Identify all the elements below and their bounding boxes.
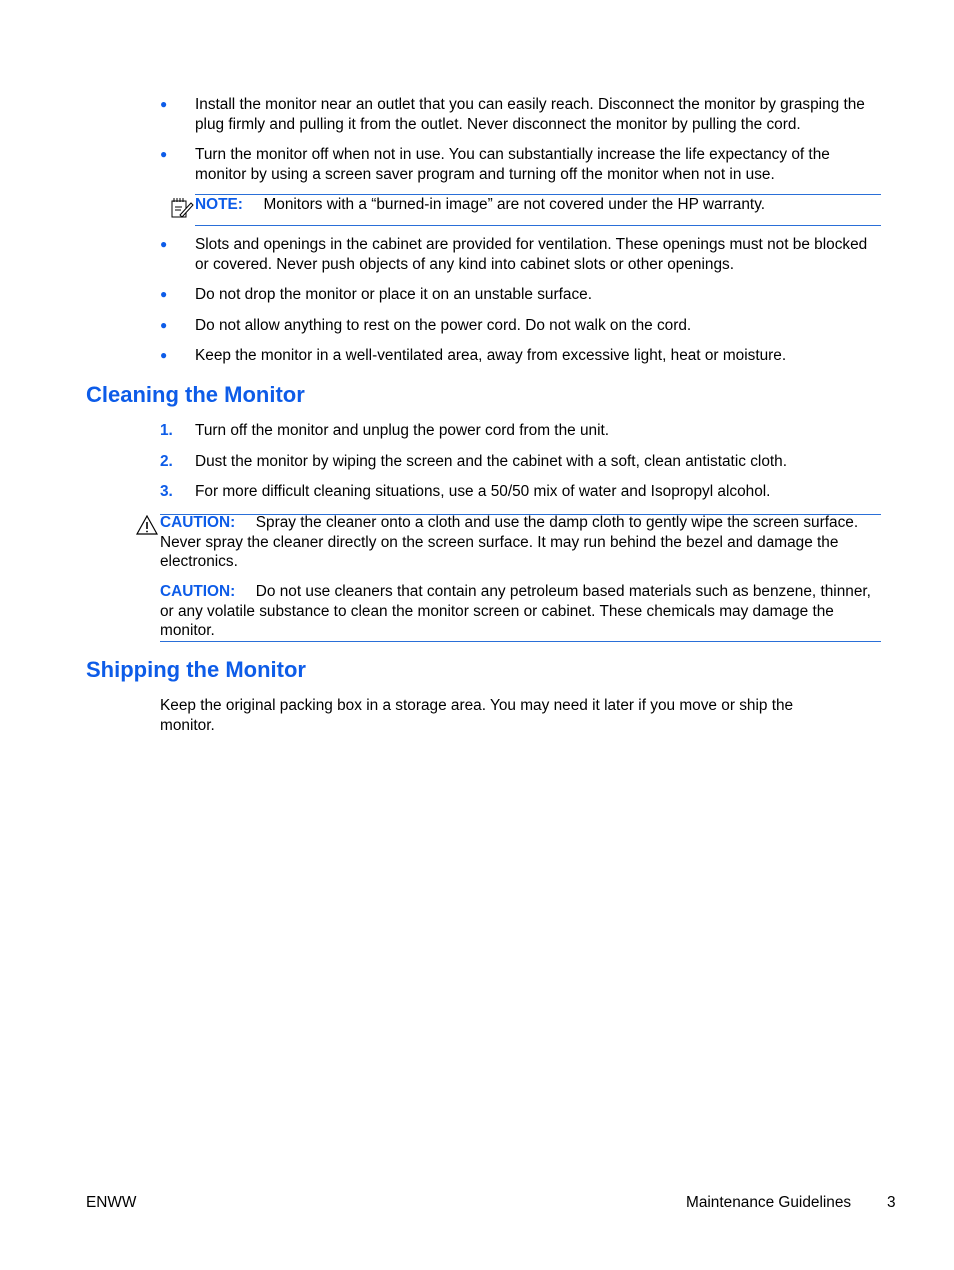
bullet-dot: ● [160, 287, 168, 301]
bullet-dot: ● [160, 237, 168, 251]
step-text: Turn off the monitor and unplug the power cord from the unit. [195, 422, 610, 439]
caution-triangle-icon [136, 515, 158, 535]
caution-1 [160, 513, 884, 572]
step-number: 1. [160, 422, 173, 439]
caution-2 [160, 582, 884, 641]
step-number: 2. [160, 453, 173, 470]
caution-text: Spray the cleaner onto a cloth and use the damp cloth to gently wipe the screen surface. Never spray the cleaner directly on the screen surface. It may run behind the bezel and damage the electronics. [160, 514, 859, 571]
caution-label: CAUTION: [160, 514, 236, 531]
bullet-dot: ● [160, 97, 168, 111]
bullet-text: Turn the monitor off when not in use. You can substantially increase the life expectancy of the monitor by using a screen saver program and turning off the monitor when not in use. [195, 146, 830, 183]
bullet-dot: ● [160, 348, 168, 362]
bullet-text: Do not drop the monitor or place it on an unstable surface. [195, 286, 592, 303]
note-text: Monitors with a “burned-in image” are not covered under the HP warranty. [263, 196, 766, 213]
footer-left: ENWW [86, 1194, 137, 1211]
page-number: 3 [887, 1194, 896, 1211]
caution-rule-bottom [160, 641, 881, 642]
caution-text: Do not use cleaners that contain any petroleum based materials such as benzene, thinner, or any volatile substance to clean the monitor screen or cabinet. These chemicals may damage the monitor. [160, 583, 871, 640]
footer-section: Maintenance Guidelines [686, 1194, 852, 1211]
section-heading-shipping: Shipping the Monitor [86, 657, 306, 682]
step-text: For more difficult cleaning situations, use a 50/50 mix of water and Isopropyl alcohol. [195, 483, 771, 500]
note-label: NOTE: [195, 196, 243, 213]
bullet-text: Keep the monitor in a well-ventilated area, away from excessive light, heat or moisture. [195, 347, 787, 364]
step-number: 3. [160, 483, 173, 500]
caution-label: CAUTION: [160, 583, 236, 600]
bullet-dot: ● [160, 318, 168, 332]
shipping-paragraph: Keep the original packing box in a storage area. You may need it later if you move or ship the monitor. [160, 697, 794, 734]
step-text: Dust the monitor by wiping the screen and the cabinet with a soft, clean antistatic cloth. [195, 453, 788, 470]
bullet-text: Install the monitor near an outlet that you can easily reach. Disconnect the monitor by grasping the plug firmly and pulling it from the outlet. Never disconnect the monitor by pulling the cord. [195, 96, 865, 133]
section-heading-cleaning: Cleaning the Monitor [86, 382, 305, 407]
bullet-text: Slots and openings in the cabinet are provided for ventilation. These openings must not be blocked or covered. Never push objects of any kind into cabinet slots or other openings. [195, 236, 868, 273]
note-rule-bottom [195, 225, 881, 226]
bullet-dot: ● [160, 147, 168, 161]
bullet-text: Do not allow anything to rest on the power cord. Do not walk on the cord. [195, 317, 692, 334]
note-block [195, 195, 885, 215]
note-icon [170, 197, 194, 219]
